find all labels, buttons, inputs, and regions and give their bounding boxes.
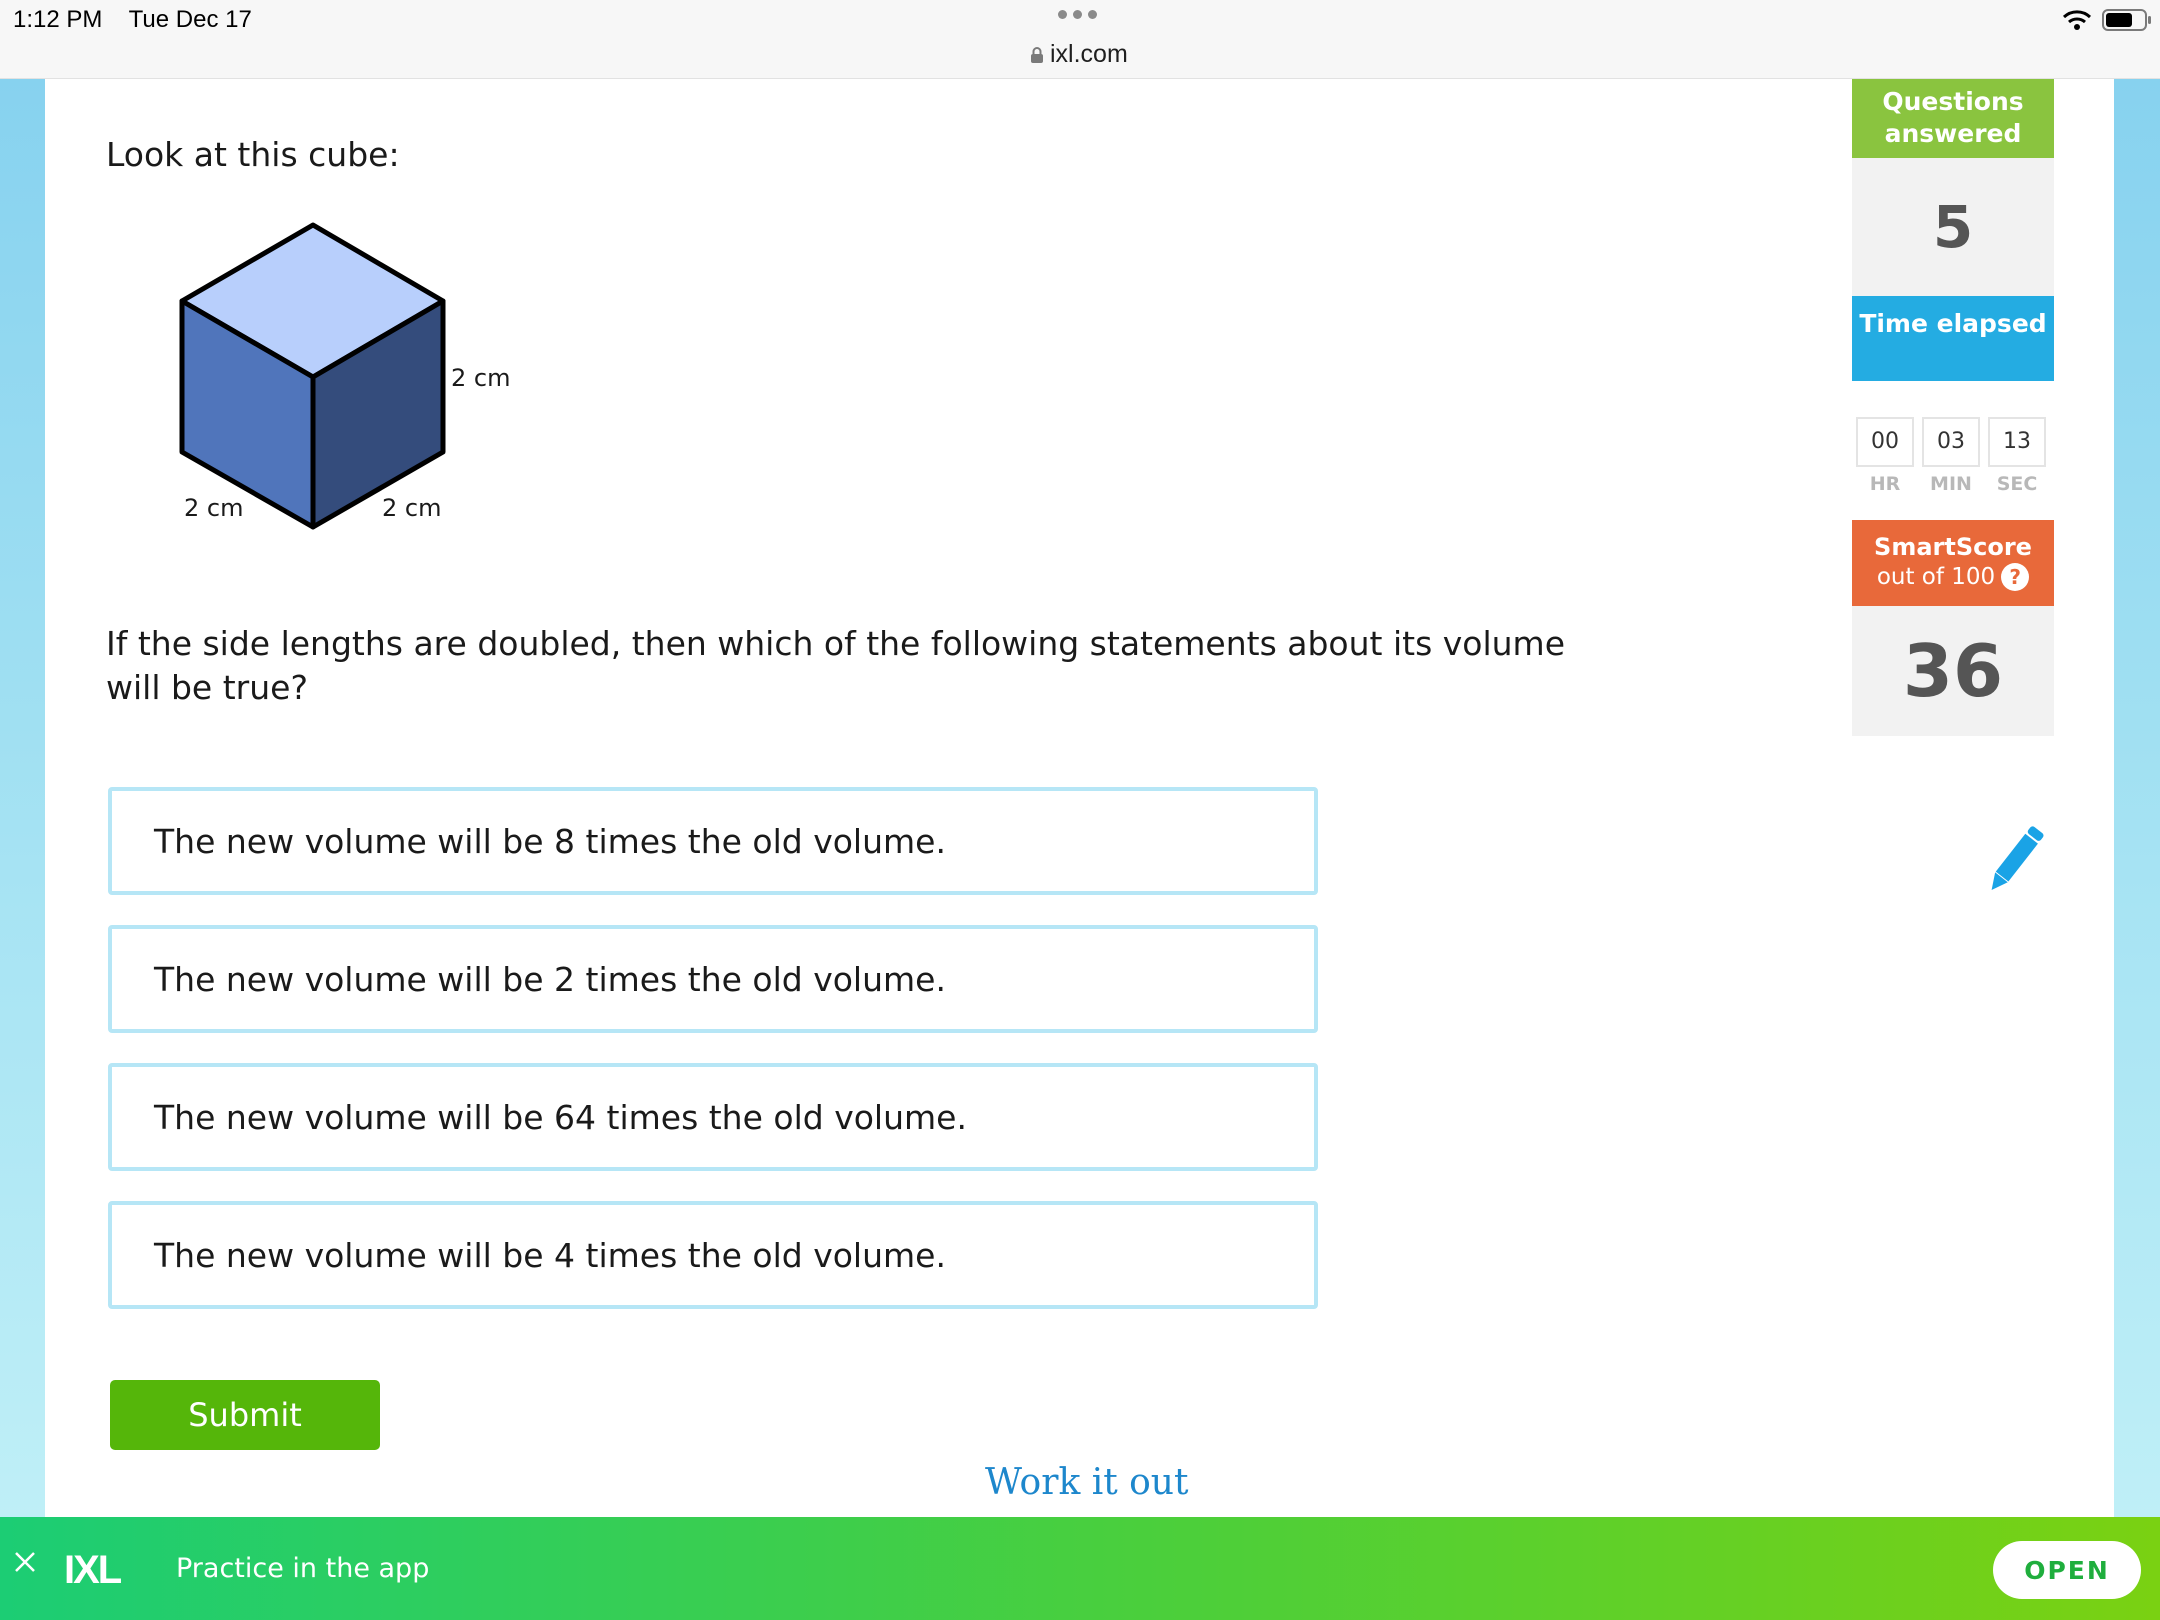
answer-choice[interactable]: The new volume will be 4 times the old volume. xyxy=(108,1201,1318,1309)
answer-choice[interactable]: The new volume will be 2 times the old volume. xyxy=(108,925,1318,1033)
close-icon[interactable] xyxy=(12,1549,38,1575)
smartscore-header xyxy=(1852,520,2054,606)
questions-answered-value: 5 xyxy=(1852,158,2054,296)
help-icon[interactable]: ? xyxy=(2001,563,2029,591)
answer-choice[interactable]: The new volume will be 64 times the old volume. xyxy=(108,1063,1318,1171)
time-elapsed-header: Time elapsed xyxy=(1852,296,2054,381)
status-time: 1:12 PM xyxy=(13,6,103,33)
page-gutter-right xyxy=(2114,79,2160,1517)
more-dots-icon[interactable] xyxy=(1058,10,1097,19)
timer-minutes-label: MIN xyxy=(1930,473,1972,495)
smartscore-subtitle: out of 100 xyxy=(1876,564,1996,590)
cube-depth-label: 2 cm xyxy=(382,494,442,522)
status-time-date xyxy=(13,6,252,34)
status-date: Tue Dec 17 xyxy=(128,6,252,33)
timer-hours: 00 xyxy=(1856,417,1914,467)
pencil-icon[interactable] xyxy=(1975,820,2055,900)
lock-icon xyxy=(1030,46,1044,64)
timer-seconds: 13 xyxy=(1988,417,2046,467)
battery-icon xyxy=(2102,8,2152,32)
work-it-out-link[interactable]: Work it out xyxy=(985,1462,1189,1503)
url-text: ixl.com xyxy=(1050,40,1128,68)
question-text: If the side lengths are doubled, then which of the following statements about its volume will be true? xyxy=(106,624,1566,707)
banner-text: Practice in the app xyxy=(176,1553,430,1584)
address-bar[interactable] xyxy=(1030,40,1128,69)
cube-figure xyxy=(170,215,470,535)
wifi-icon xyxy=(2062,9,2092,31)
page-gutter-left xyxy=(0,79,45,1517)
timer-seconds-label: SEC xyxy=(1996,473,2038,495)
question-intro: Look at this cube: xyxy=(106,135,400,174)
questions-answered-header: Questions answered xyxy=(1852,79,2054,158)
cube-height-label: 2 cm xyxy=(451,364,511,392)
smartscore-value: 36 xyxy=(1852,606,2054,736)
cube-width-label: 2 cm xyxy=(184,494,244,522)
app-banner xyxy=(0,1517,2160,1620)
open-app-button[interactable]: OPEN xyxy=(1993,1541,2141,1599)
timer-minutes: 03 xyxy=(1922,417,1980,467)
answer-choice[interactable]: The new volume will be 8 times the old volume. xyxy=(108,787,1318,895)
timer-hours-label: HR xyxy=(1869,473,1901,495)
submit-button[interactable]: Submit xyxy=(110,1380,380,1450)
smartscore-title: SmartScore xyxy=(1874,533,2032,561)
ixl-logo: IXL xyxy=(64,1548,121,1592)
browser-status-bar xyxy=(0,0,2160,79)
timer xyxy=(1852,381,2054,520)
